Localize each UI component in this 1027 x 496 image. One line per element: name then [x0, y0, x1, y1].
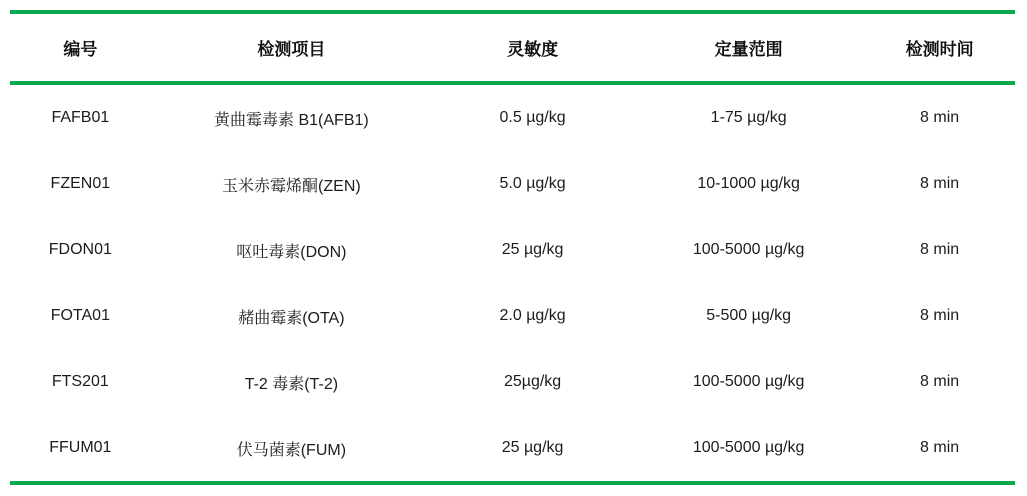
cell-item: 黄曲霉毒素 B1(AFB1) [214, 111, 369, 129]
cell-code: FOTA01 [50, 307, 110, 324]
cell-range: 100-5000 µg/kg [692, 439, 805, 456]
cell-item: 玉米赤霉烯酮(ZEN) [222, 177, 361, 195]
column-header-code: 编号 [63, 40, 98, 59]
cell-time: 8 min [920, 373, 960, 390]
cell-item: 伏马菌素(FUM) [236, 441, 347, 459]
cell-item: 赭曲霉素(OTA) [238, 309, 345, 327]
cell-sensitivity: 0.5 µg/kg [499, 109, 566, 126]
cell-range: 100-5000 µg/kg [692, 373, 805, 390]
cell-sensitivity: 2.0 µg/kg [499, 307, 566, 324]
table-row [10, 217, 1015, 283]
cell-time: 8 min [920, 109, 960, 126]
column-header-time: 检测时间 [905, 40, 974, 59]
table-row [10, 415, 1015, 483]
cell-item: 呕吐毒素(DON) [236, 243, 347, 261]
cell-time: 8 min [920, 175, 960, 192]
cell-code: FZEN01 [50, 175, 111, 192]
column-header-range: 定量范围 [714, 40, 783, 59]
cell-code: FFUM01 [49, 439, 112, 456]
cell-sensitivity: 5.0 µg/kg [499, 175, 566, 192]
table-header [10, 12, 1015, 83]
table-row [10, 283, 1015, 349]
cell-code: FAFB01 [51, 109, 110, 126]
table-row [10, 83, 1015, 151]
cell-code: FDON01 [48, 241, 112, 258]
cell-range: 1-75 µg/kg [710, 109, 787, 126]
column-header-sensitivity: 灵敏度 [507, 40, 559, 59]
cell-time: 8 min [920, 439, 960, 456]
table-body [10, 83, 1015, 483]
cell-range: 100-5000 µg/kg [692, 241, 805, 258]
test-kit-spec-table [10, 10, 1015, 485]
cell-sensitivity: 25µg/kg [503, 373, 562, 390]
cell-range: 10-1000 µg/kg [697, 175, 800, 192]
cell-code: FTS201 [51, 373, 109, 390]
cell-time: 8 min [920, 241, 960, 258]
table-row [10, 151, 1015, 217]
cell-range: 5-500 µg/kg [706, 307, 792, 324]
column-header-item: 检测项目 [257, 40, 326, 59]
header-row [10, 12, 1015, 83]
cell-item: T-2 毒素(T-2) [244, 375, 339, 393]
table-row [10, 349, 1015, 415]
cell-sensitivity: 25 µg/kg [501, 439, 564, 456]
cell-sensitivity: 25 µg/kg [501, 241, 564, 258]
cell-time: 8 min [920, 307, 960, 324]
